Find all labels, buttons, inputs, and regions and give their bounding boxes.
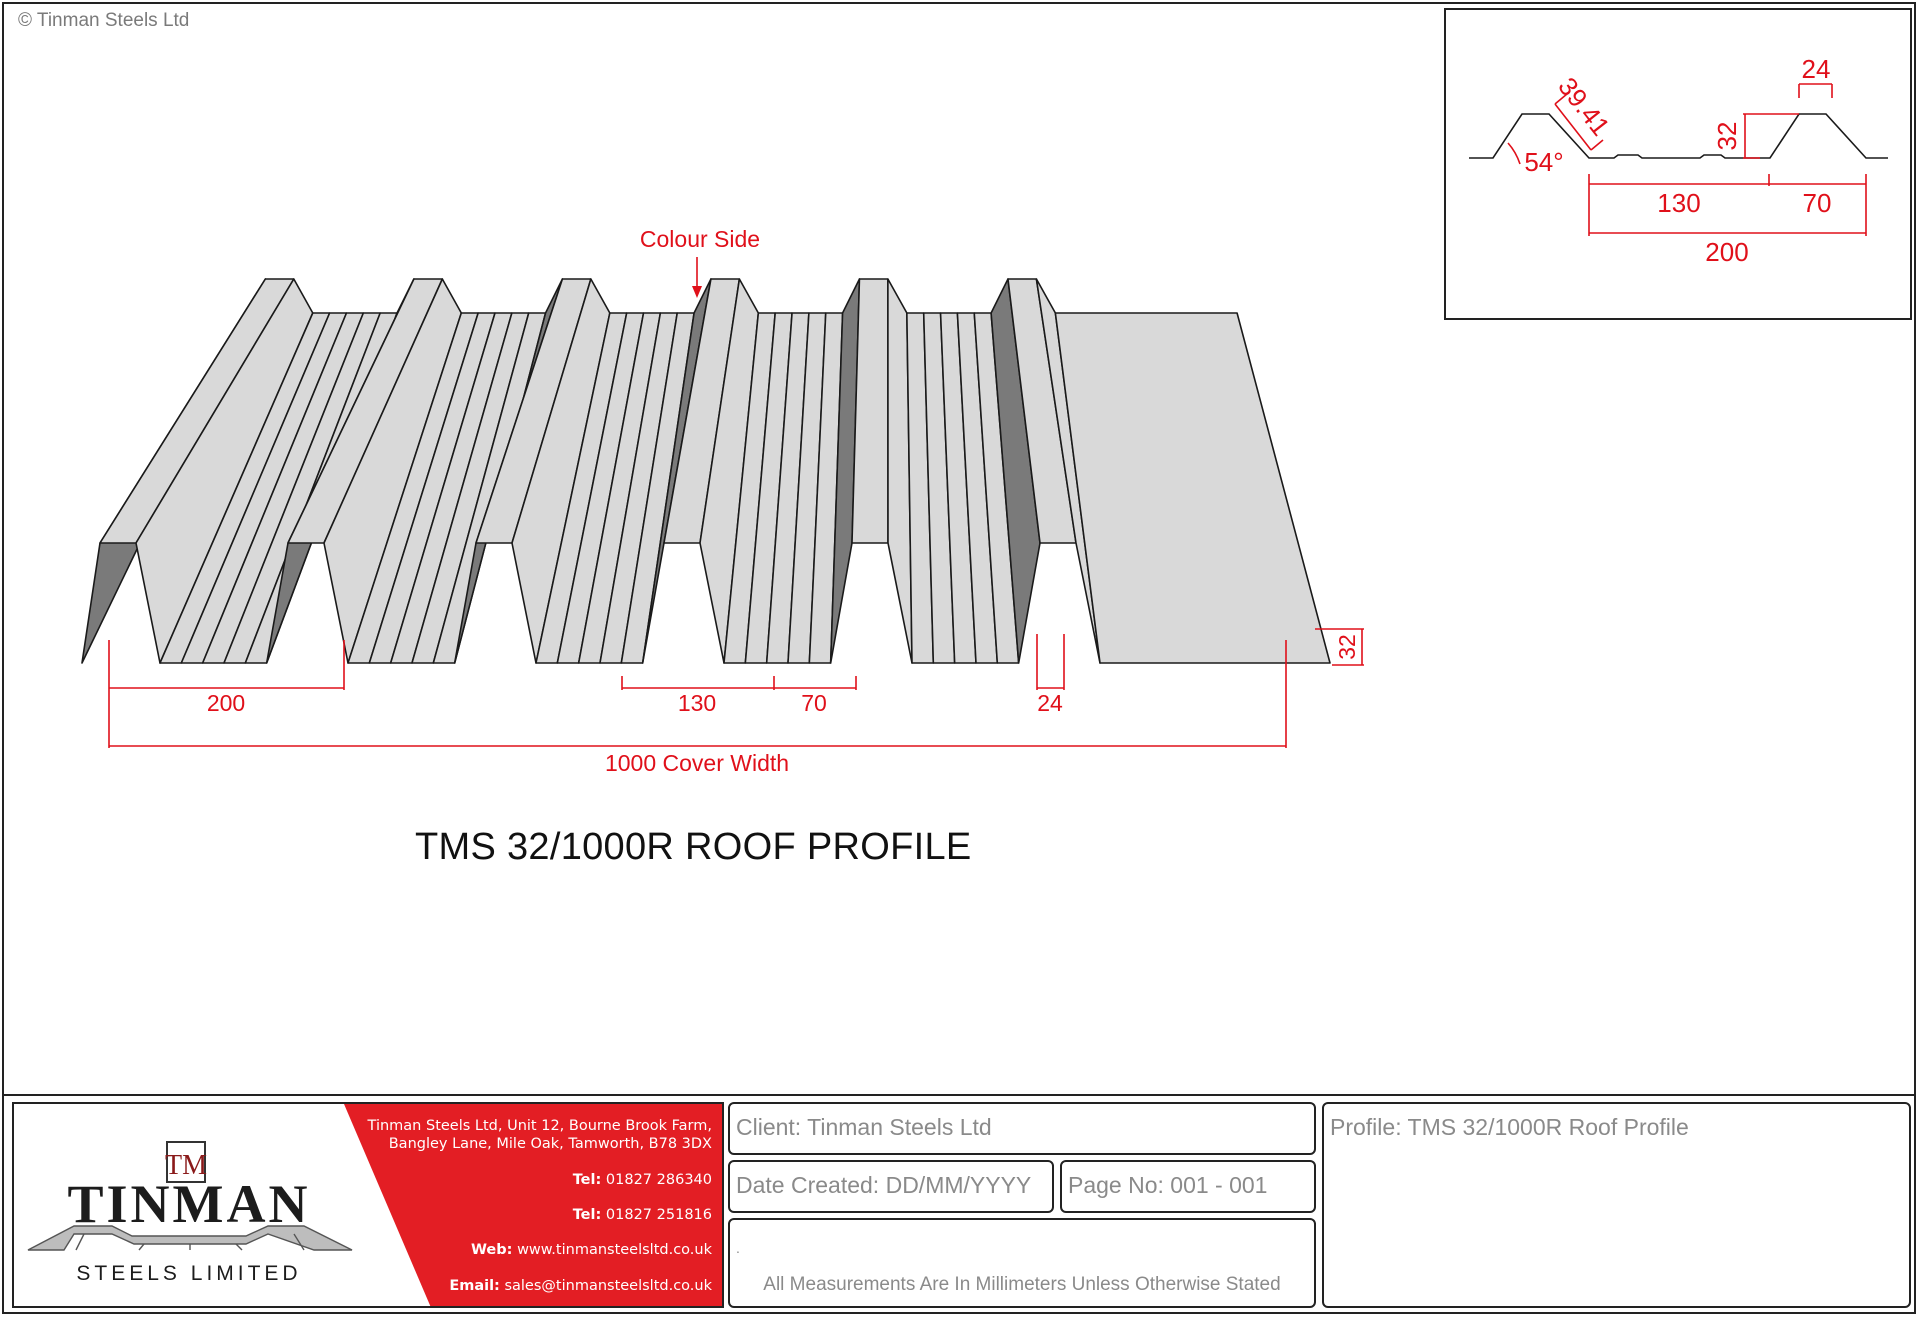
section-pitch-label: 200 — [1705, 237, 1749, 267]
email-label: Email: — [449, 1278, 500, 1294]
sheet-facet — [1055, 313, 1330, 663]
dim-trough-label: 130 — [677, 690, 717, 716]
colour-side-label: Colour Side — [639, 226, 761, 252]
profile-field: Profile: TMS 32/1000R Roof Profile — [1330, 1114, 1689, 1140]
notes-box — [728, 1218, 1316, 1308]
measurements-note: All Measurements Are In Millimeters Unless Otherwise Stated — [763, 1274, 1281, 1295]
dim-height-label: 32 — [1334, 634, 1360, 660]
page-number-field: Page No: 001 - 001 — [1068, 1172, 1268, 1198]
dim-cover-width-label: 1000 Cover Width — [604, 750, 790, 776]
web-label: Web: — [470, 1242, 513, 1258]
email-link[interactable]: sales@tinmansteelsltd.co.uk — [504, 1278, 712, 1294]
tel1-value[interactable]: 01827 286340 — [605, 1172, 712, 1188]
section-angle-label: 54° — [1524, 147, 1564, 177]
date-box — [728, 1160, 1054, 1213]
section-detail-box — [1445, 9, 1911, 319]
dim-rib-base-label: 70 — [801, 690, 827, 716]
dim-rib-top-label: 24 — [1037, 690, 1063, 716]
roof-sheet-illustration — [82, 279, 1330, 663]
profile-box — [1322, 1102, 1911, 1308]
logo-monogram: TM — [165, 1150, 207, 1181]
dim-pitch-label: 200 — [206, 690, 246, 716]
company-tel2 — [573, 1207, 712, 1223]
logo-subtitle: STEELS LIMITED — [76, 1262, 302, 1285]
web-link[interactable]: www.tinmansteelsltd.co.uk — [517, 1242, 712, 1258]
company-panel — [12, 1102, 724, 1308]
page-box — [1060, 1160, 1316, 1213]
section-rib-base-label: 70 — [1802, 188, 1832, 218]
client-box — [728, 1102, 1316, 1155]
company-address-line1: Tinman Steels Ltd, Unit 12, Bourne Brook Farm, — [367, 1118, 712, 1134]
tel2-label: Tel: — [572, 1207, 602, 1223]
company-web — [471, 1242, 712, 1258]
section-trough-label: 130 — [1657, 188, 1701, 218]
client-field: Client: Tinman Steels Ltd — [736, 1114, 992, 1140]
section-rib-top-label: 24 — [1801, 54, 1831, 84]
date-created-field: Date Created: DD/MM/YYYY — [736, 1172, 1032, 1198]
company-address-line2: Bangley Lane, Mile Oak, Tamworth, B78 3DX — [388, 1136, 712, 1152]
logo-wordmark: TINMAN — [67, 1174, 311, 1234]
tel1-label: Tel: — [572, 1172, 602, 1188]
profile-title: TMS 32/1000R ROOF PROFILE — [415, 826, 972, 868]
section-height-label: 32 — [1712, 121, 1742, 151]
copyright-text: © Tinman Steels Ltd — [18, 10, 190, 31]
tel2-value[interactable]: 01827 251816 — [605, 1207, 712, 1223]
notes-dot: . — [736, 1240, 740, 1256]
company-email — [449, 1278, 712, 1294]
section-slope-label: 39.41 — [1552, 71, 1616, 142]
company-tel1 — [573, 1172, 712, 1188]
section-dimension-labels — [1524, 54, 1831, 267]
